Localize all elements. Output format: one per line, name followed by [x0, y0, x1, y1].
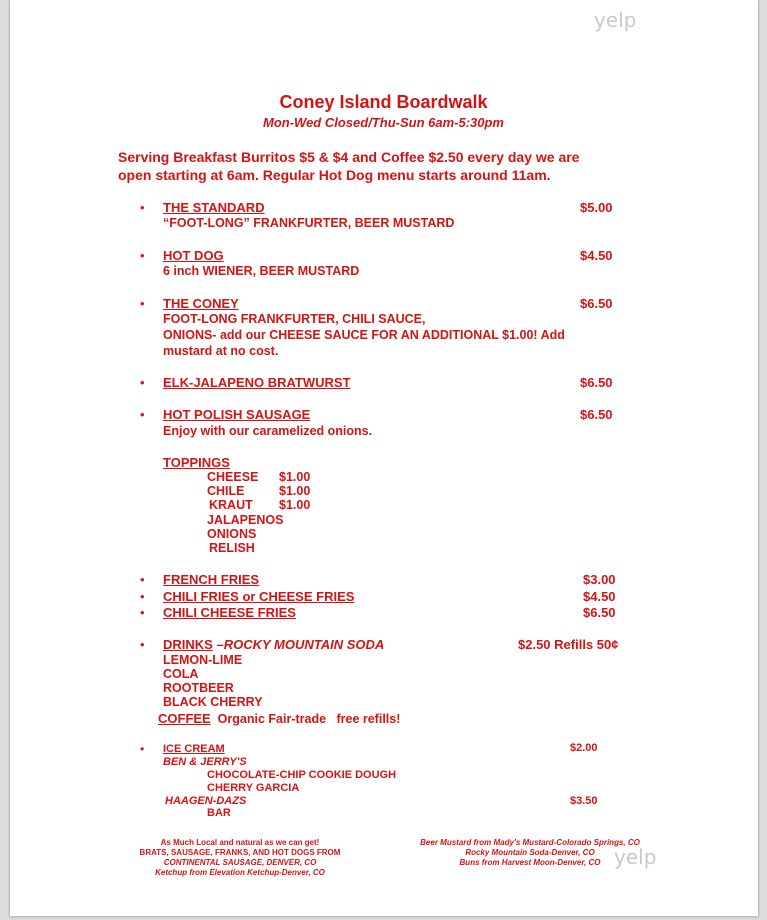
item-elk-name: ELK-JALAPENO BRATWURST [163, 375, 351, 390]
item-fries-price: $6.50 [583, 605, 616, 620]
item-coney-desc-3: mustard at no cost. [163, 344, 279, 358]
hours-text: Mon-Wed Closed/Thu-Sun 6am-5:30pm [263, 115, 504, 130]
item-fries-name: CHILI FRIES or CHEESE FRIES [163, 589, 355, 604]
item-fries-name: FRENCH FRIES [163, 572, 260, 587]
item-standard-desc: “FOOT-LONG” FRANKFURTER, BEER MUSTARD [163, 216, 455, 230]
bullet-icon: • [140, 742, 145, 756]
drink-flavor: COLA [163, 667, 199, 681]
topping-name: RELISH [209, 541, 255, 555]
footer-right-2: Rocky Mountain Soda-Denver, CO [465, 848, 595, 857]
icecream-price-1: $2.00 [570, 742, 598, 754]
topping-name: JALAPENOS [207, 513, 284, 527]
item-standard-price: $5.00 [580, 200, 613, 215]
item-fries-name: CHILI CHEESE FRIES [163, 605, 296, 620]
item-elk-price: $6.50 [580, 375, 613, 390]
item-coney-name: THE CONEY [163, 296, 239, 311]
bullet-icon: • [140, 407, 145, 422]
footer-left-2: BRATS, SAUSAGE, FRANKS, AND HOT DOGS FROM [139, 848, 341, 857]
footer-left-4: Ketchup from Elevation Ketchup-Denver, CO [155, 868, 325, 877]
icecream-price-2: $3.50 [570, 795, 598, 807]
topping-name: CHEESE [207, 470, 259, 484]
bullet-icon: • [140, 248, 145, 263]
drink-flavor: BLACK CHERRY [163, 695, 263, 709]
drink-flavor: LEMON-LIME [163, 653, 243, 667]
item-polish-price: $6.50 [580, 407, 613, 422]
icecream-flavor: CHOCOLATE-CHIP COOKIE DOUGH [207, 769, 397, 781]
icecream-brand-1: BEN & JERRY'S [163, 756, 247, 768]
topping-price: $1.00 [279, 484, 311, 498]
footer-left-1: As Much Local and natural as we can get! [160, 838, 320, 847]
drink-flavor: ROOTBEER [163, 681, 234, 695]
icecream-flavor: CHERRY GARCIA [207, 782, 300, 794]
bullet-icon: • [140, 296, 145, 311]
item-hotdog-name: HOT DOG [163, 248, 224, 263]
bullet-icon: • [140, 200, 145, 215]
yelp-watermark-icon: yelp [614, 845, 657, 869]
item-coney-desc-2: ONIONS- add our CHEESE SAUCE FOR AN ADDITIONAL $1.00! Add [163, 328, 565, 342]
item-polish-desc: Enjoy with our caramelized onions. [163, 424, 373, 438]
topping-name: CHILE [207, 484, 245, 498]
item-standard-name: THE STANDARD [163, 200, 265, 215]
footer-right-3: Buns from Harvest Moon-Denver, CO [459, 858, 601, 867]
intro-line-2: open starting at 6am. Regular Hot Dog menu starts around 11am. [118, 167, 551, 183]
item-polish-name: HOT POLISH SAUSAGE [163, 407, 311, 422]
coffee-line: COFFEE Organic Fair-trade free refills! [158, 711, 401, 726]
drinks-heading: DRINKS –ROCKY MOUNTAIN SODA [163, 637, 385, 652]
item-coney-price: $6.50 [580, 296, 613, 311]
item-hotdog-desc: 6 inch WIENER, BEER MUSTARD [163, 264, 360, 278]
yelp-watermark-icon: yelp [594, 8, 637, 32]
footer-left-3: CONTINENTAL SAUSAGE, DENVER, CO [163, 858, 317, 867]
icecream-brand-2: HAAGEN-DAZS [165, 795, 247, 807]
drinks-price: $2.50 Refills 50¢ [518, 637, 619, 652]
icecream-heading: ICE CREAM [163, 743, 225, 755]
bullet-icon: • [140, 637, 145, 652]
footer-right-1: Beer Mustard from Mady's Mustard-Colorado Springs, CO [420, 838, 640, 847]
bullet-icon: • [140, 375, 145, 390]
topping-price: $1.00 [279, 498, 311, 512]
item-fries-price: $3.00 [583, 572, 616, 587]
topping-price: $1.00 [279, 470, 311, 484]
page-title: Coney Island Boardwalk [279, 92, 488, 112]
icecream-flavor: BAR [207, 807, 231, 819]
bullet-icon: • [140, 572, 145, 587]
topping-name: KRAUT [209, 498, 253, 512]
item-hotdog-price: $4.50 [580, 248, 613, 263]
item-fries-price: $4.50 [583, 589, 616, 604]
bullet-icon: • [140, 589, 145, 604]
toppings-heading: TOPPINGS [163, 455, 230, 470]
bullet-icon: • [140, 605, 145, 620]
item-coney-desc-1: FOOT-LONG FRANKFURTER, CHILI SAUCE, [163, 312, 426, 326]
topping-name: ONIONS [207, 527, 257, 541]
intro-line-1: Serving Breakfast Burritos $5 & $4 and Coffee $2.50 every day we are [118, 149, 580, 165]
